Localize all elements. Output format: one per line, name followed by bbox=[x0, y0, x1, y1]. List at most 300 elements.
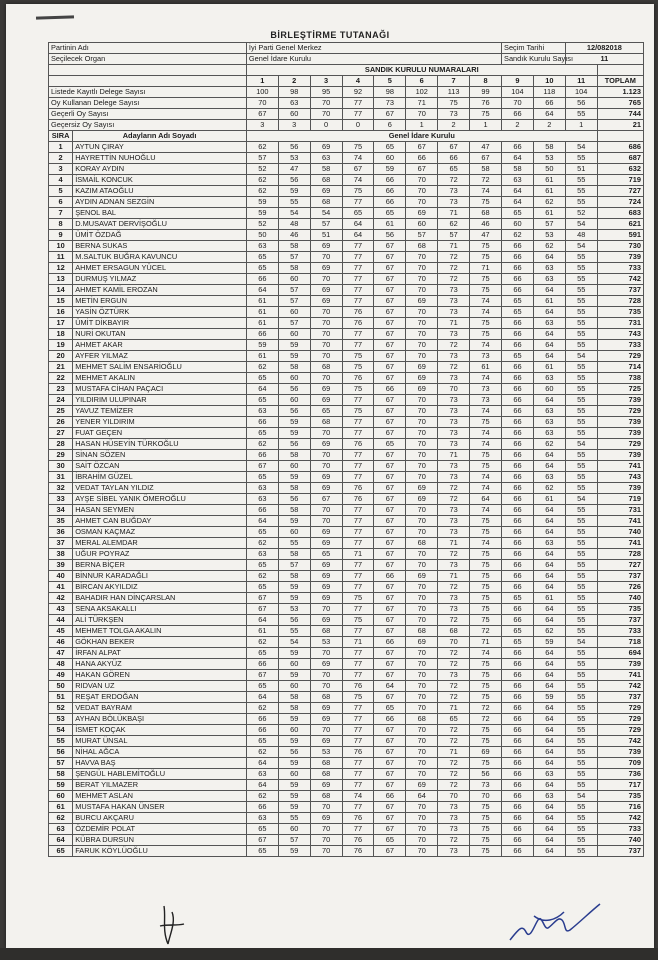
candidate-vote: 63 bbox=[533, 406, 565, 417]
candidate-vote: 70 bbox=[406, 329, 438, 340]
candidate-vote: 70 bbox=[406, 582, 438, 593]
candidate-total: 740 bbox=[597, 527, 643, 538]
candidate-vote: 53 bbox=[533, 153, 565, 164]
summary-value: 70 bbox=[502, 98, 534, 109]
candidate-vote: 74 bbox=[342, 791, 374, 802]
candidate-vote: 55 bbox=[565, 186, 597, 197]
candidate-vote: 62 bbox=[502, 230, 534, 241]
candidate-row bbox=[49, 197, 644, 208]
candidate-total: 742 bbox=[597, 681, 643, 692]
candidate-vote: 77 bbox=[342, 461, 374, 472]
candidate-total: 741 bbox=[597, 461, 643, 472]
candidate-vote: 66 bbox=[502, 516, 534, 527]
candidate-vote: 59 bbox=[533, 637, 565, 648]
candidate-vote: 59 bbox=[278, 582, 310, 593]
candidate-vote: 73 bbox=[438, 846, 470, 857]
candidate-vote: 69 bbox=[310, 560, 342, 571]
candidate-total: 591 bbox=[597, 230, 643, 241]
candidate-vote: 75 bbox=[470, 725, 502, 736]
candidate-vote: 75 bbox=[470, 560, 502, 571]
signature-left bbox=[154, 904, 194, 948]
candidate-total: 719 bbox=[597, 494, 643, 505]
candidate-number: 20 bbox=[49, 351, 73, 362]
candidate-vote: 73 bbox=[438, 329, 470, 340]
candidate-vote: 51 bbox=[565, 164, 597, 175]
candidate-name: KÜBRA DURSUN bbox=[73, 835, 247, 846]
candidate-vote: 75 bbox=[342, 186, 374, 197]
candidate-vote: 58 bbox=[278, 362, 310, 373]
candidate-number: 37 bbox=[49, 538, 73, 549]
candidate-vote: 59 bbox=[246, 208, 278, 219]
candidate-vote: 69 bbox=[310, 593, 342, 604]
candidate-number: 42 bbox=[49, 593, 73, 604]
candidate-vote: 77 bbox=[342, 329, 374, 340]
candidate-vote: 64 bbox=[246, 384, 278, 395]
candidate-vote: 57 bbox=[278, 252, 310, 263]
candidate-vote: 54 bbox=[565, 351, 597, 362]
candidate-vote: 76 bbox=[342, 483, 374, 494]
candidate-vote: 77 bbox=[342, 285, 374, 296]
candidate-vote: 69 bbox=[310, 186, 342, 197]
candidate-vote: 70 bbox=[406, 274, 438, 285]
candidate-number: 15 bbox=[49, 296, 73, 307]
summary-value: 70 bbox=[406, 109, 438, 120]
candidate-total: 725 bbox=[597, 384, 643, 395]
candidate-vote: 59 bbox=[278, 648, 310, 659]
candidate-vote: 66 bbox=[502, 406, 534, 417]
candidate-vote: 59 bbox=[278, 417, 310, 428]
candidate-vote: 52 bbox=[246, 219, 278, 230]
candidate-number: 56 bbox=[49, 747, 73, 758]
candidate-vote: 59 bbox=[278, 736, 310, 747]
candidate-vote: 74 bbox=[470, 373, 502, 384]
candidate-vote: 54 bbox=[565, 494, 597, 505]
candidate-vote: 70 bbox=[406, 846, 438, 857]
document-title: BİRLEŞTİRME TUTANAĞI bbox=[270, 30, 390, 40]
candidate-number: 58 bbox=[49, 769, 73, 780]
candidate-name: HASAN SEYMEN bbox=[73, 505, 247, 516]
summary-value: 102 bbox=[406, 87, 438, 98]
candidate-vote: 64 bbox=[533, 307, 565, 318]
candidate-vote: 67 bbox=[438, 142, 470, 153]
candidate-vote: 66 bbox=[246, 329, 278, 340]
candidate-vote: 63 bbox=[533, 417, 565, 428]
candidate-row bbox=[49, 648, 644, 659]
candidate-vote: 77 bbox=[342, 296, 374, 307]
candidate-vote: 77 bbox=[342, 780, 374, 791]
candidate-total: 729 bbox=[597, 714, 643, 725]
candidate-vote: 72 bbox=[438, 769, 470, 780]
candidate-row bbox=[49, 516, 644, 527]
box-number: 6 bbox=[406, 76, 438, 87]
box-number: 7 bbox=[438, 76, 470, 87]
candidate-total: 687 bbox=[597, 153, 643, 164]
party-label: Partinin Adı bbox=[49, 43, 247, 54]
candidate-vote: 59 bbox=[278, 428, 310, 439]
candidate-vote: 67 bbox=[374, 340, 406, 351]
candidate-total: 729 bbox=[597, 703, 643, 714]
candidate-vote: 66 bbox=[246, 417, 278, 428]
candidate-vote: 75 bbox=[470, 582, 502, 593]
candidate-vote: 64 bbox=[406, 791, 438, 802]
candidate-vote: 64 bbox=[342, 219, 374, 230]
box-number: 8 bbox=[470, 76, 502, 87]
candidate-vote: 72 bbox=[470, 626, 502, 637]
candidate-vote: 72 bbox=[438, 252, 470, 263]
candidate-vote: 67 bbox=[406, 164, 438, 175]
candidate-vote: 58 bbox=[470, 164, 502, 175]
candidate-vote: 63 bbox=[246, 769, 278, 780]
candidate-vote: 70 bbox=[310, 670, 342, 681]
candidate-vote: 55 bbox=[565, 252, 597, 263]
summary-value: 100 bbox=[246, 87, 278, 98]
candidate-vote: 61 bbox=[533, 362, 565, 373]
candidate-vote: 75 bbox=[470, 846, 502, 857]
candidate-vote: 48 bbox=[565, 230, 597, 241]
count-label: Sandık Kurulu Sayısı bbox=[502, 54, 566, 65]
candidate-total: 742 bbox=[597, 274, 643, 285]
candidate-vote: 69 bbox=[406, 384, 438, 395]
candidate-vote: 66 bbox=[502, 527, 534, 538]
candidate-vote: 55 bbox=[565, 362, 597, 373]
candidate-vote: 62 bbox=[533, 483, 565, 494]
candidate-number: 23 bbox=[49, 384, 73, 395]
summary-value: 56 bbox=[565, 98, 597, 109]
candidate-number: 64 bbox=[49, 835, 73, 846]
candidate-vote: 76 bbox=[342, 439, 374, 450]
candidate-vote: 67 bbox=[374, 307, 406, 318]
candidate-vote: 62 bbox=[438, 219, 470, 230]
summary-value: 60 bbox=[278, 109, 310, 120]
candidate-number: 27 bbox=[49, 428, 73, 439]
summary-total: 21 bbox=[597, 120, 643, 131]
candidate-vote: 67 bbox=[374, 461, 406, 472]
candidate-vote: 55 bbox=[565, 846, 597, 857]
candidate-vote: 70 bbox=[406, 549, 438, 560]
candidate-vote: 60 bbox=[406, 219, 438, 230]
candidate-total: 728 bbox=[597, 549, 643, 560]
candidate-vote: 65 bbox=[246, 373, 278, 384]
candidate-vote: 67 bbox=[374, 747, 406, 758]
candidate-row bbox=[49, 747, 644, 758]
candidate-vote: 75 bbox=[470, 241, 502, 252]
candidate-vote: 64 bbox=[246, 780, 278, 791]
candidate-name: METİN ERGUN bbox=[73, 296, 247, 307]
candidate-vote: 66 bbox=[246, 659, 278, 670]
candidate-vote: 55 bbox=[565, 747, 597, 758]
candidate-vote: 65 bbox=[246, 736, 278, 747]
candidate-vote: 55 bbox=[565, 428, 597, 439]
candidate-vote: 55 bbox=[565, 516, 597, 527]
candidate-vote: 50 bbox=[246, 230, 278, 241]
candidate-vote: 57 bbox=[278, 318, 310, 329]
candidate-vote: 72 bbox=[438, 483, 470, 494]
candidate-vote: 67 bbox=[406, 142, 438, 153]
summary-value: 95 bbox=[310, 87, 342, 98]
candidate-vote: 66 bbox=[406, 153, 438, 164]
candidate-vote: 56 bbox=[278, 175, 310, 186]
candidate-name: YASİN ÖZTÜRK bbox=[73, 307, 247, 318]
candidate-vote: 67 bbox=[246, 593, 278, 604]
candidate-total: 735 bbox=[597, 604, 643, 615]
candidate-vote: 54 bbox=[278, 208, 310, 219]
candidate-row bbox=[49, 340, 644, 351]
candidate-vote: 62 bbox=[246, 362, 278, 373]
candidate-vote: 72 bbox=[438, 615, 470, 626]
summary-value: 92 bbox=[342, 87, 374, 98]
candidate-vote: 72 bbox=[470, 714, 502, 725]
candidate-vote: 55 bbox=[278, 538, 310, 549]
candidate-vote: 76 bbox=[342, 494, 374, 505]
candidate-vote: 62 bbox=[246, 186, 278, 197]
candidate-vote: 73 bbox=[438, 824, 470, 835]
candidate-total: 739 bbox=[597, 395, 643, 406]
box-number: 10 bbox=[533, 76, 565, 87]
candidate-vote: 66 bbox=[502, 142, 534, 153]
candidate-vote: 70 bbox=[310, 318, 342, 329]
candidate-vote: 71 bbox=[438, 241, 470, 252]
candidate-name: MUSTAFA CİHAN PAÇACI bbox=[73, 384, 247, 395]
name-header: Adayların Adı Soyadı bbox=[73, 131, 247, 142]
candidate-vote: 68 bbox=[310, 197, 342, 208]
candidate-total: 739 bbox=[597, 659, 643, 670]
candidate-vote: 64 bbox=[533, 560, 565, 571]
candidate-vote: 59 bbox=[278, 780, 310, 791]
candidate-vote: 73 bbox=[438, 285, 470, 296]
candidate-vote: 69 bbox=[310, 703, 342, 714]
candidate-vote: 72 bbox=[438, 549, 470, 560]
candidate-total: 738 bbox=[597, 373, 643, 384]
summary-value: 6 bbox=[374, 120, 406, 131]
candidate-row bbox=[49, 285, 644, 296]
candidate-row bbox=[49, 483, 644, 494]
candidate-vote: 67 bbox=[374, 373, 406, 384]
candidate-vote: 72 bbox=[470, 175, 502, 186]
candidate-name: AYFER YILMAZ bbox=[73, 351, 247, 362]
candidate-row bbox=[49, 626, 644, 637]
candidate-name: SİNAN SÖZEN bbox=[73, 450, 247, 461]
candidate-vote: 54 bbox=[565, 142, 597, 153]
candidate-vote: 74 bbox=[470, 186, 502, 197]
candidate-row bbox=[49, 351, 644, 362]
candidate-vote: 67 bbox=[374, 274, 406, 285]
summary-value: 104 bbox=[565, 87, 597, 98]
candidate-vote: 77 bbox=[342, 274, 374, 285]
candidate-vote: 75 bbox=[470, 417, 502, 428]
candidate-total: 727 bbox=[597, 560, 643, 571]
candidate-vote: 55 bbox=[565, 263, 597, 274]
candidate-row bbox=[49, 659, 644, 670]
candidate-vote: 66 bbox=[246, 714, 278, 725]
candidate-total: 709 bbox=[597, 758, 643, 769]
candidate-vote: 67 bbox=[374, 450, 406, 461]
candidate-vote: 70 bbox=[438, 384, 470, 395]
candidate-vote: 76 bbox=[342, 307, 374, 318]
candidate-name: RIDVAN UZ bbox=[73, 681, 247, 692]
candidate-vote: 70 bbox=[470, 791, 502, 802]
candidate-vote: 55 bbox=[565, 296, 597, 307]
candidate-name: AYŞE SİBEL YANIK ÖMEROĞLU bbox=[73, 494, 247, 505]
candidate-header-row bbox=[49, 131, 644, 142]
candidate-name: HAKAN GÖREN bbox=[73, 670, 247, 681]
candidate-vote: 62 bbox=[246, 538, 278, 549]
candidate-vote: 64 bbox=[533, 846, 565, 857]
candidate-total: 739 bbox=[597, 417, 643, 428]
candidate-vote: 59 bbox=[278, 340, 310, 351]
candidate-vote: 67 bbox=[374, 604, 406, 615]
candidate-vote: 62 bbox=[533, 439, 565, 450]
candidate-name: MEHMET SALİM ENSARİOĞLU bbox=[73, 362, 247, 373]
candidate-vote: 75 bbox=[470, 604, 502, 615]
candidate-vote: 69 bbox=[310, 615, 342, 626]
candidate-total: 743 bbox=[597, 472, 643, 483]
candidate-row bbox=[49, 186, 644, 197]
candidate-vote: 59 bbox=[278, 472, 310, 483]
candidate-number: 47 bbox=[49, 648, 73, 659]
candidate-vote: 59 bbox=[278, 351, 310, 362]
candidate-vote: 74 bbox=[470, 505, 502, 516]
candidate-vote: 76 bbox=[342, 681, 374, 692]
candidate-row bbox=[49, 615, 644, 626]
candidate-vote: 70 bbox=[406, 417, 438, 428]
candidate-row bbox=[49, 813, 644, 824]
candidate-vote: 52 bbox=[246, 164, 278, 175]
candidate-vote: 64 bbox=[533, 527, 565, 538]
candidate-vote: 55 bbox=[565, 758, 597, 769]
candidate-total: 739 bbox=[597, 252, 643, 263]
candidate-vote: 66 bbox=[502, 549, 534, 560]
candidate-vote: 66 bbox=[502, 835, 534, 846]
candidate-vote: 77 bbox=[342, 736, 374, 747]
candidate-vote: 64 bbox=[533, 648, 565, 659]
candidate-row bbox=[49, 175, 644, 186]
candidate-vote: 68 bbox=[310, 758, 342, 769]
candidate-vote: 66 bbox=[502, 428, 534, 439]
candidate-vote: 70 bbox=[406, 648, 438, 659]
candidate-vote: 71 bbox=[438, 318, 470, 329]
candidate-total: 718 bbox=[597, 637, 643, 648]
candidate-vote: 73 bbox=[470, 395, 502, 406]
candidate-vote: 66 bbox=[502, 417, 534, 428]
candidate-row bbox=[49, 692, 644, 703]
candidate-vote: 66 bbox=[502, 560, 534, 571]
candidate-vote: 65 bbox=[246, 428, 278, 439]
candidate-vote: 68 bbox=[406, 241, 438, 252]
candidate-row bbox=[49, 142, 644, 153]
candidate-vote: 70 bbox=[310, 450, 342, 461]
summary-value: 77 bbox=[342, 109, 374, 120]
candidate-vote: 56 bbox=[278, 142, 310, 153]
candidate-vote: 68 bbox=[310, 362, 342, 373]
candidate-vote: 76 bbox=[342, 318, 374, 329]
candidate-vote: 70 bbox=[406, 186, 438, 197]
candidate-vote: 50 bbox=[533, 164, 565, 175]
candidate-vote: 74 bbox=[470, 472, 502, 483]
candidate-vote: 69 bbox=[310, 384, 342, 395]
candidate-vote: 66 bbox=[374, 186, 406, 197]
candidate-vote: 66 bbox=[246, 450, 278, 461]
candidate-number: 59 bbox=[49, 780, 73, 791]
candidate-vote: 70 bbox=[406, 824, 438, 835]
candidate-total: 739 bbox=[597, 747, 643, 758]
candidate-vote: 66 bbox=[502, 692, 534, 703]
summary-value: 64 bbox=[533, 109, 565, 120]
candidate-vote: 66 bbox=[374, 637, 406, 648]
candidate-row bbox=[49, 802, 644, 813]
candidate-vote: 69 bbox=[310, 483, 342, 494]
candidate-vote: 75 bbox=[470, 571, 502, 582]
candidate-vote: 67 bbox=[374, 241, 406, 252]
candidate-row bbox=[49, 681, 644, 692]
candidate-name: REŞAT ERDOĞAN bbox=[73, 692, 247, 703]
summary-value: 118 bbox=[533, 87, 565, 98]
candidate-vote: 66 bbox=[502, 494, 534, 505]
candidate-vote: 75 bbox=[342, 362, 374, 373]
candidate-vote: 71 bbox=[438, 538, 470, 549]
candidate-name: SENA AKSAKALLI bbox=[73, 604, 247, 615]
candidate-total: 741 bbox=[597, 516, 643, 527]
candidate-vote: 67 bbox=[374, 516, 406, 527]
candidate-row bbox=[49, 274, 644, 285]
candidate-vote: 64 bbox=[533, 549, 565, 560]
candidate-vote: 68 bbox=[310, 692, 342, 703]
candidate-vote: 67 bbox=[374, 736, 406, 747]
candidate-total: 739 bbox=[597, 428, 643, 439]
candidate-vote: 55 bbox=[565, 395, 597, 406]
candidate-vote: 65 bbox=[502, 626, 534, 637]
candidate-vote: 65 bbox=[502, 593, 534, 604]
candidate-vote: 55 bbox=[565, 318, 597, 329]
summary-value: 70 bbox=[310, 98, 342, 109]
candidate-number: 43 bbox=[49, 604, 73, 615]
candidate-vote: 74 bbox=[470, 439, 502, 450]
candidate-vote: 72 bbox=[438, 274, 470, 285]
candidate-name: HANA AKYÜZ bbox=[73, 659, 247, 670]
candidate-row bbox=[49, 593, 644, 604]
candidate-row bbox=[49, 582, 644, 593]
candidate-vote: 59 bbox=[278, 802, 310, 813]
candidate-row bbox=[49, 329, 644, 340]
candidate-total: 729 bbox=[597, 406, 643, 417]
candidate-number: 6 bbox=[49, 197, 73, 208]
candidate-vote: 66 bbox=[502, 483, 534, 494]
candidate-vote: 70 bbox=[310, 340, 342, 351]
candidate-vote: 64 bbox=[533, 252, 565, 263]
candidate-vote: 63 bbox=[533, 769, 565, 780]
candidate-vote: 75 bbox=[470, 252, 502, 263]
candidate-vote: 60 bbox=[278, 274, 310, 285]
box-number: 4 bbox=[342, 76, 374, 87]
candidate-name: DURMUŞ YILMAZ bbox=[73, 274, 247, 285]
candidate-vote: 67 bbox=[374, 780, 406, 791]
candidate-vote: 67 bbox=[374, 351, 406, 362]
candidate-vote: 65 bbox=[374, 439, 406, 450]
candidate-row bbox=[49, 450, 644, 461]
candidate-vote: 66 bbox=[374, 571, 406, 582]
candidate-name: HAYRETTİN NUHOĞLU bbox=[73, 153, 247, 164]
candidate-total: 724 bbox=[597, 197, 643, 208]
candidate-vote: 70 bbox=[310, 428, 342, 439]
summary-value: 2 bbox=[533, 120, 565, 131]
candidate-vote: 77 bbox=[342, 703, 374, 714]
candidate-vote: 77 bbox=[342, 395, 374, 406]
candidate-vote: 54 bbox=[565, 637, 597, 648]
candidate-vote: 55 bbox=[565, 461, 597, 472]
candidate-row bbox=[49, 417, 644, 428]
candidate-vote: 61 bbox=[470, 362, 502, 373]
candidate-row bbox=[49, 791, 644, 802]
candidate-vote: 77 bbox=[342, 241, 374, 252]
